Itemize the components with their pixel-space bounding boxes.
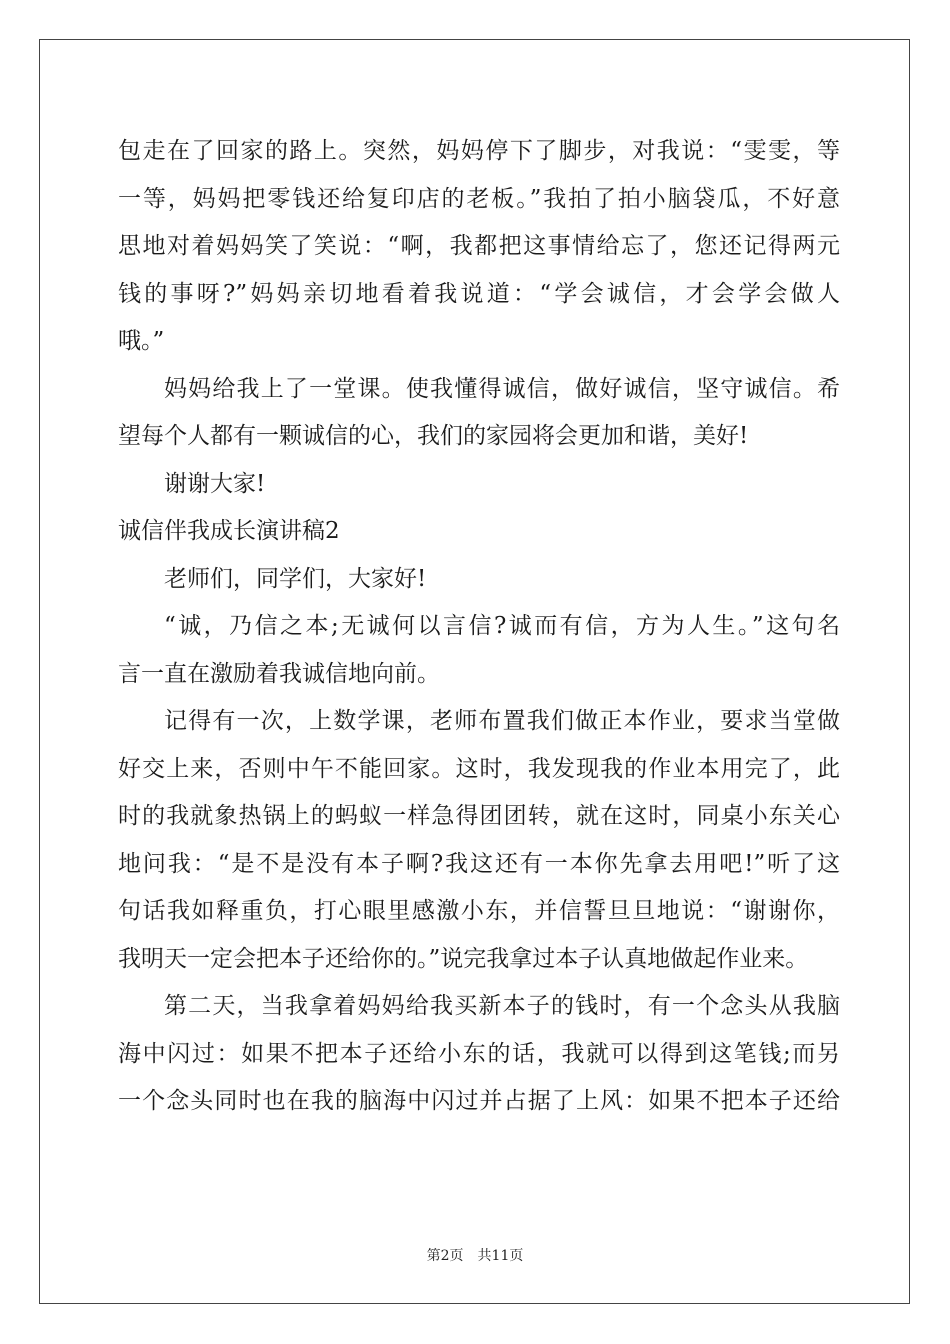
section-heading <box>118 508 840 556</box>
paragraph-1 <box>118 128 840 366</box>
text-line: “诚，乃信之本;无诚何以言信?诚而有信，方为人生。”这句名 <box>164 613 840 639</box>
text-line: 我明天一定会把本子还给你的。”说完我拿过本子认真地做起作业来。 <box>118 945 809 972</box>
paragraph-thanks <box>118 461 840 509</box>
page-footer <box>0 1245 950 1265</box>
text-line: 一个念头同时也在我的脑海中闪过并占据了上风：如果不把本子还给 <box>118 1088 840 1114</box>
paragraph-story <box>118 698 840 983</box>
heading-text: 诚信伴我成长演讲稿2 <box>118 518 340 544</box>
text-line: 思地对着妈妈笑了笑说：“啊，我都把这事情给忘了，您还记得两元 <box>118 233 840 259</box>
text-line: 妈妈给我上了一堂课。使我懂得诚信，做好诚信，坚守诚信。希 <box>164 375 840 402</box>
paragraph-next-day <box>118 983 840 1126</box>
text-line: 地问我：“是不是没有本子啊?我这还有一本你先拿去用吧!”听了这 <box>118 850 840 877</box>
text-line: 望每个人都有一颗诚信的心，我们的家园将会更加和谐，美好! <box>118 423 749 449</box>
text-line: 老师们，同学们，大家好! <box>164 565 427 592</box>
text-line: 海中闪过：如果不把本子还给小东的话，我就可以得到这笔钱;而另 <box>118 1040 840 1067</box>
text-line: 一等，妈妈把零钱还给复印店的老板。”我拍了拍小脑袋瓜，不好意 <box>118 185 840 212</box>
text-line: 记得有一次，上数学课，老师布置我们做正本作业，要求当堂做 <box>164 708 840 734</box>
paragraph-quote <box>118 603 840 698</box>
text-line: 谢谢大家! <box>164 470 266 497</box>
document-body <box>118 128 840 1126</box>
text-line: 言一直在激励着我诚信地向前。 <box>118 660 440 687</box>
paragraph-greeting <box>118 556 840 604</box>
page-number: 第2页 <box>426 1248 464 1264</box>
text-line: 钱的事呀?”妈妈亲切地看着我说道：“学会诚信，才会学会做人 <box>118 280 840 307</box>
text-line: 第二天，当我拿着妈妈给我买新本子的钱时，有一个念头从我脑 <box>164 993 840 1019</box>
text-line: 包走在了回家的路上。突然，妈妈停下了脚步，对我说：“雯雯，等 <box>118 138 840 164</box>
text-line: 哦。” <box>118 328 165 354</box>
text-line: 好交上来，否则中午不能回家。这时，我发现我的作业本用完了，此 <box>118 755 840 782</box>
paragraph-2 <box>118 366 840 461</box>
page-total: 共11页 <box>477 1248 524 1264</box>
text-line: 句话我如释重负，打心眼里感激小东，并信誓旦旦地说：“谢谢你， <box>118 898 840 924</box>
text-line: 时的我就象热锅上的蚂蚁一样急得团团转，就在这时，同桌小东关心 <box>118 803 840 829</box>
